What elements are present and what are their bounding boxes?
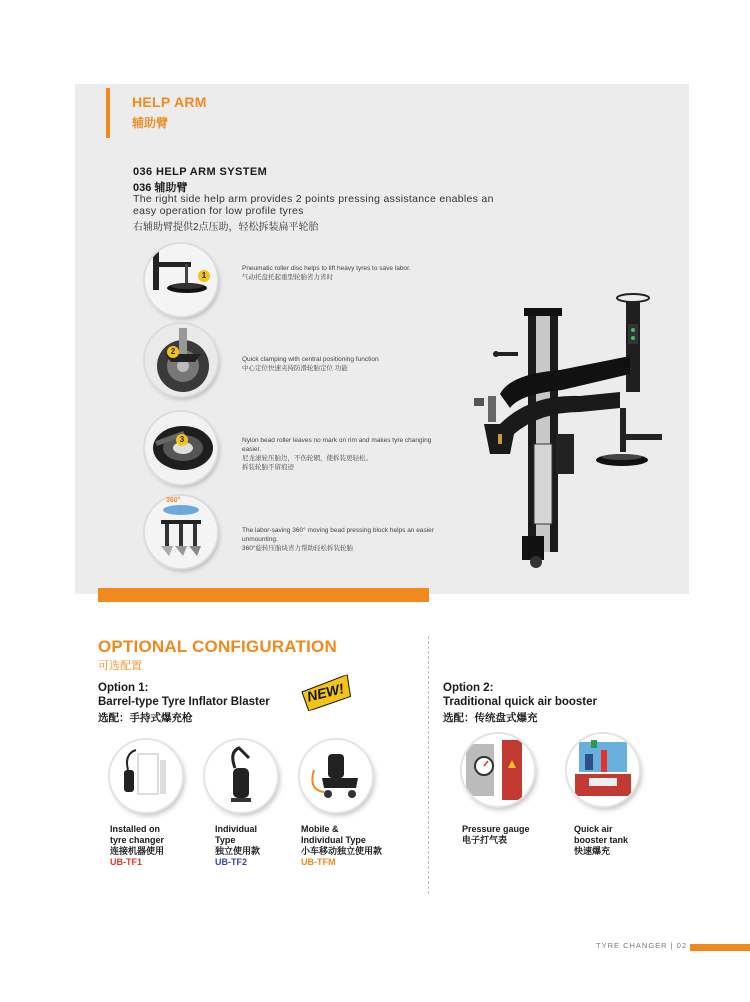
feature-2-text	[242, 355, 442, 373]
feature-3-cn: 尼龙滚轮压胎边，不伤轮辋，使拆装更轻松。	[242, 455, 372, 462]
feature-clamp-image	[145, 324, 217, 396]
system-title: 036 HELP ARM SYSTEM	[133, 166, 268, 178]
footer-accent-bar	[690, 944, 750, 951]
feature-4-en: The labor-saving 360° moving bead pressing block helps an easier unmounting.	[242, 527, 434, 543]
product-ub-tf1-label	[110, 824, 164, 868]
product-line: Type	[215, 835, 236, 845]
options-divider	[428, 636, 429, 894]
feature-number-badge: 1	[198, 270, 210, 282]
help-arm-title: HELP ARM	[132, 94, 207, 110]
inflator-installed-icon	[110, 740, 182, 812]
option-1-label: Option 1:	[98, 682, 149, 694]
feature-4-cn: 360°旋转压胎块省力帮助轻松拆装轮胎	[242, 545, 353, 552]
feature-nylon-roller-image	[145, 412, 217, 484]
feature-2-en: Quick clamping with central positioning function	[242, 356, 379, 363]
pressure-gauge-icon	[462, 734, 534, 806]
product-pressure-gauge-image	[462, 734, 534, 806]
feature-1-text	[242, 264, 442, 282]
product-code: UB-TF2	[215, 857, 247, 867]
product-cn: 小车移动独立使用款	[301, 846, 383, 856]
feature-3-text	[242, 436, 442, 472]
option-2-name: Traditional quick air booster	[443, 696, 598, 708]
new-badge-text: NEW!	[305, 680, 346, 705]
product-ub-tf2-label	[215, 824, 260, 868]
product-line: Installed on	[110, 824, 161, 834]
section-accent-bar	[106, 88, 110, 138]
product-line: booster tank	[574, 835, 629, 845]
new-badge	[299, 674, 356, 712]
section-divider-bar	[98, 588, 429, 602]
product-ub-tf1-image	[110, 740, 182, 812]
rotation-badge: 360°	[166, 497, 181, 504]
inflator-mobile-cart-icon	[300, 740, 372, 812]
product-line: Individual	[215, 824, 258, 834]
page-footer-text: TYRE CHANGER | 02	[596, 941, 688, 950]
option-2-label: Option 2:	[443, 682, 494, 694]
feature-1-en: Pneumatic roller disc helps to lift heavy tyres to save labor.	[242, 265, 411, 272]
product-line: Individual Type	[301, 835, 366, 845]
option-1-name: Barrel-type Tyre Inflator Blaster	[98, 696, 270, 708]
product-cn: 连接机器使用	[110, 846, 165, 856]
clamp-icon	[145, 324, 217, 396]
product-cn: 快速爆充	[574, 846, 611, 856]
product-line: Quick air	[574, 824, 613, 834]
product-line: tyre changer	[110, 835, 165, 845]
help-arm-machine-illustration	[470, 284, 670, 574]
optional-config-title-cn: 可选配置	[98, 660, 142, 672]
product-cn: 独立使用款	[215, 846, 261, 856]
feature-360-block-image	[145, 496, 217, 568]
feature-2-cn: 中心定位快速夹持防滑轮胎定位 功能	[242, 365, 348, 372]
help-arm-title-cn: 辅助臂	[132, 116, 169, 130]
product-line: Mobile &	[301, 824, 339, 834]
product-booster-tank-label	[574, 824, 628, 857]
product-code: UB-TF1	[110, 857, 142, 867]
product-line: Pressure gauge	[462, 824, 530, 834]
product-ub-tfm-label	[301, 824, 382, 868]
product-ub-tf2-image	[205, 740, 277, 812]
inflator-individual-icon	[205, 740, 277, 812]
product-cn: 电子打气表	[462, 835, 508, 845]
feature-number-badge: 2	[167, 346, 179, 358]
optional-config-title: OPTIONAL CONFIGURATION	[98, 637, 337, 656]
nylon-roller-icon	[145, 412, 217, 484]
product-pressure-gauge-label	[462, 824, 530, 846]
system-description-cn: 右辅助臂提供2点压助，轻松拆装扁平轮胎	[133, 222, 319, 233]
pressing-block-icon	[145, 496, 217, 568]
feature-number-badge: 3	[176, 434, 188, 446]
feature-1-cn: 气动托盘托起重型轮胎省力省时	[242, 274, 333, 281]
booster-tank-icon	[567, 734, 639, 806]
product-ub-tfm-image	[300, 740, 372, 812]
option-2-name-cn: 选配：传统盘式爆充	[443, 712, 538, 724]
system-description: The right side help arm provides 2 points pressing assistance enables an easy operation for low profile tyres	[133, 193, 494, 217]
feature-4-text	[242, 526, 442, 553]
option-1-name-cn: 选配：手持式爆充枪	[98, 712, 193, 724]
product-booster-tank-image	[567, 734, 639, 806]
system-title-cn: 036 辅助臂	[133, 182, 188, 194]
product-code: UB-TFM	[301, 857, 336, 867]
feature-3-cn-2: 拆装轮胎不留痕迹	[242, 464, 294, 471]
feature-3-en: Nylon bead roller leaves no mark on rim and makes tyre changing easier.	[242, 437, 432, 453]
